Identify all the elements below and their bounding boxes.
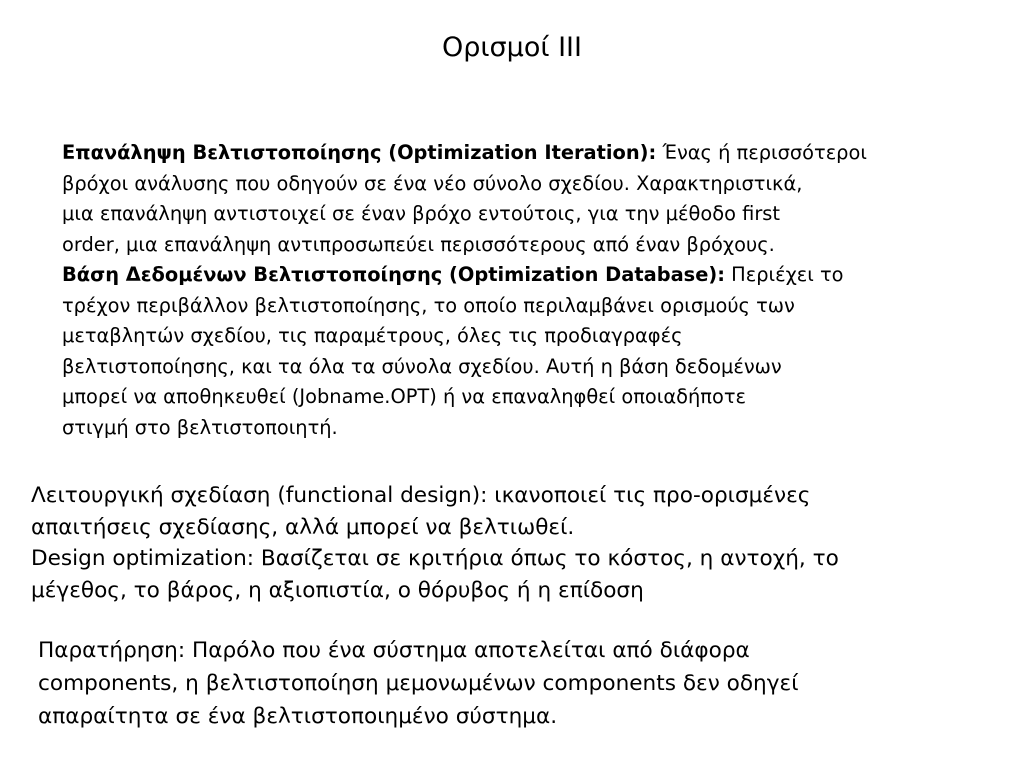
definition-text: Περιέχει το <box>725 263 844 286</box>
definition-optimization-database-line-1 <box>62 260 962 291</box>
definition-text: τρέχον περιβάλλον βελτιστοποίησης, το οποίο περιλαμβάνει ορισμούς των <box>62 293 795 317</box>
term-optimization-iteration: Επανάληψη Βελτιστοποίησης (Optimization Iteration): <box>62 141 657 164</box>
term-optimization-database: Βάση Δεδομένων Βελτιστοποίησης (Optimization Database): <box>62 263 725 286</box>
definition-text: μια επανάληψη αντιστοιχεί σε έναν βρόχο εντούτοις, για την μέθοδο first <box>62 202 780 225</box>
definition-text: βελτιστοποίησης, και τα όλα τα σύνολα σχεδίου. Αυτή η βάση δεδομένων <box>62 354 782 378</box>
note-text: components, η βελτιστοποίηση μεμονωμένων components δεν οδηγεί <box>38 671 799 696</box>
design-optimization-text: μέγεθος, το βάρος, η αξιοπιστία, ο θόρυβος ή η επίδοση <box>31 577 644 603</box>
note-text: Παρατήρηση: Παρόλο που ένα σύστημα αποτελείται από διάφορα <box>38 638 750 663</box>
slide-title: Ορισμοί ΙΙΙ <box>442 32 582 63</box>
definition-text: Ένας ή περισσότεροι <box>656 141 867 164</box>
definition-text: βρόχοι ανάλυσης που οδηγούν σε ένα νέο σύνολο σχεδίου. Χαρακτηριστικά, <box>62 171 803 195</box>
definitions-block <box>62 138 962 443</box>
note-text: απαραίτητα σε ένα βελτιστοποιημένο σύστημα. <box>38 704 558 729</box>
design-optimization-text: Design optimization: Βασίζεται σε κριτήρια όπως το κόστος, η αντοχή, το <box>31 546 839 571</box>
functional-design-text: απαιτήσεις σχεδίασης, αλλά μπορεί να βελτιωθεί. <box>31 514 575 540</box>
functional-design-text: Λειτουργική σχεδίαση (functional design): ικανοποιεί τις προ-ορισμένες <box>31 483 811 508</box>
definition-text: order, μια επανάληψη αντιπροσωπεύει περισσότερους από έναν βρόχους. <box>62 232 775 256</box>
definition-text: στιγμή στο βελτιστοποιητή. <box>62 415 338 439</box>
design-block <box>31 480 1016 606</box>
definition-optimization-iteration-line-1 <box>62 138 962 169</box>
note-block <box>38 634 1013 733</box>
definition-text: μπορεί να αποθηκευθεί (Jobname.OPT) ή να επαναληφθεί οποιαδήποτε <box>62 385 746 408</box>
definition-text: μεταβλητών σχεδίου, τις παραμέτρους, όλες τις προδιαγραφές <box>62 324 683 347</box>
